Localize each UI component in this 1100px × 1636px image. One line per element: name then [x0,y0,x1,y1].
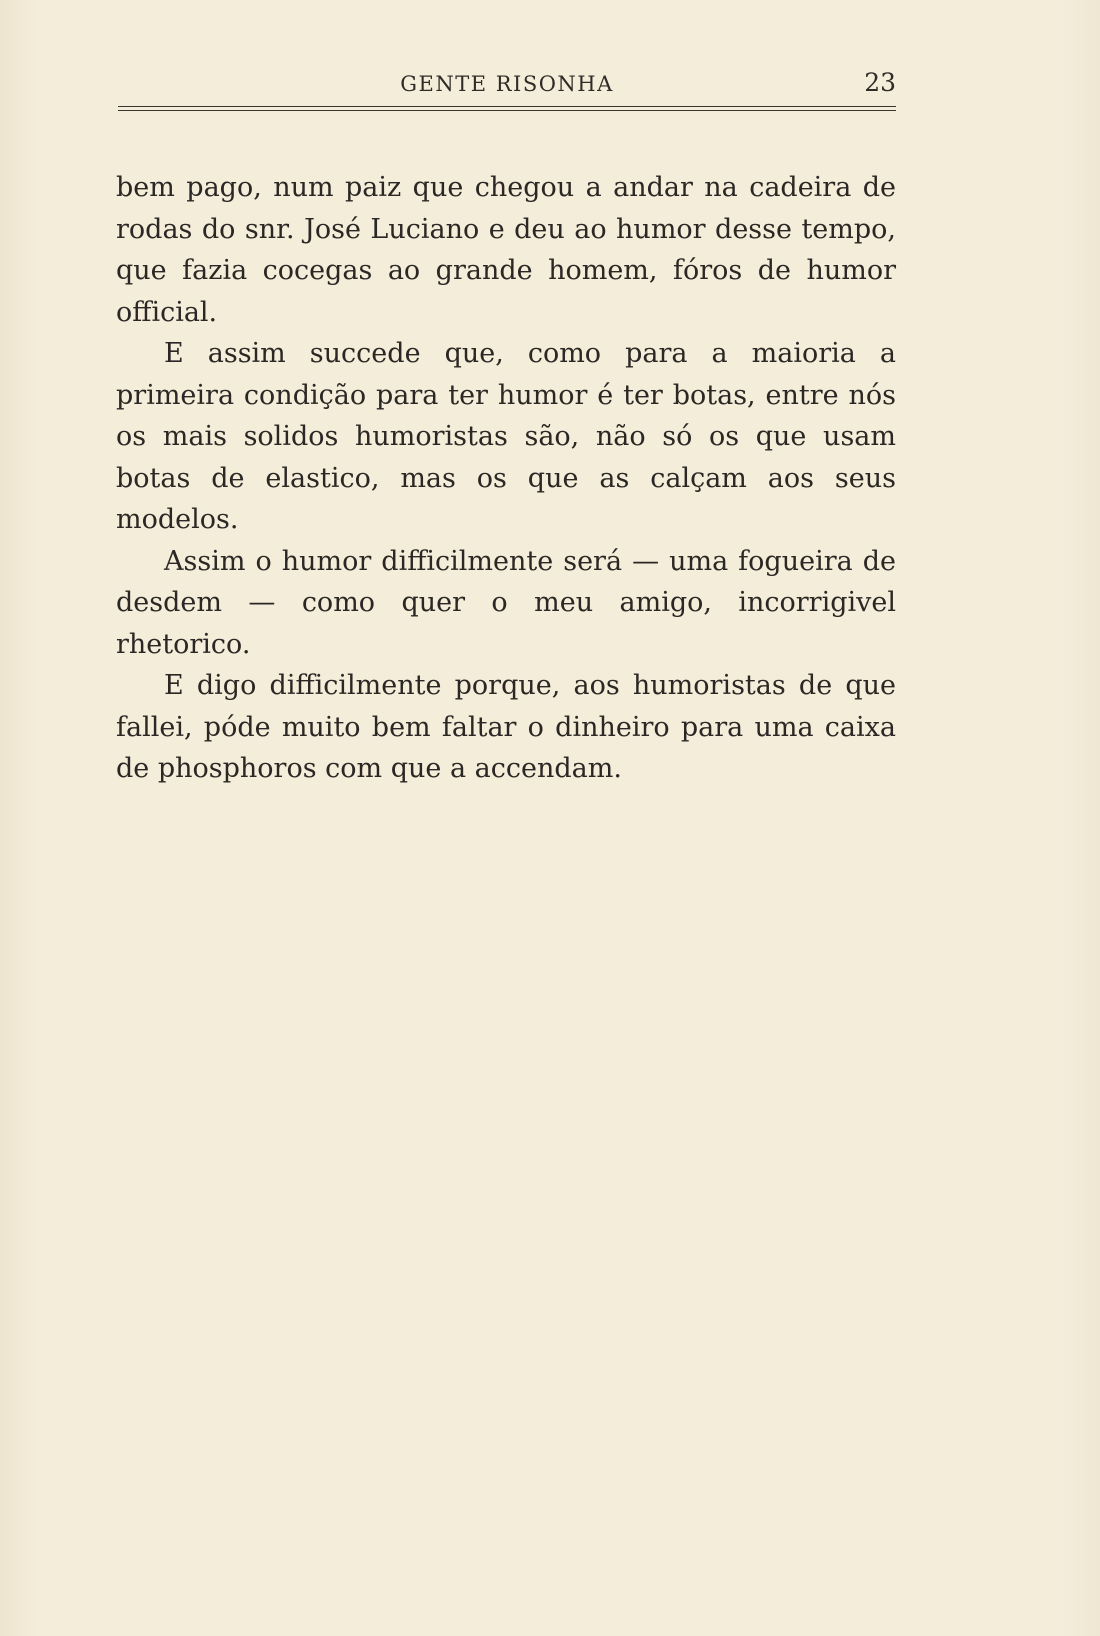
paragraph-3: Assim o humor difficilmente será — uma fogueira de desdem — como quer o meu amigo, incorrigivel rhetorico. [116,545,896,660]
body-text [116,167,896,790]
running-title: GENTE RISONHA [400,72,614,96]
header-double-rule [118,106,896,111]
page-number: 23 [864,68,896,97]
page-header [118,64,896,104]
paragraph-4: E digo difficilmente porque, aos humoristas de que fallei, póde muito bem faltar o dinheiro para uma caixa de phosphoros com que a accendam. [116,670,896,784]
paragraph-2: E assim succede que, como para a maioria a primeira condição para ter humor é ter botas, entre nós os mais solidos humoristas são, não só os que usam botas de elastico, mas os que as calçam aos seus modelos. [116,338,896,535]
paragraph-1: bem pago, num paiz que chegou a andar na cadeira de rodas do snr. José Luciano e deu ao humor desse tempo, que fazia cocegas ao grande homem, fóros de humor official. [116,172,896,328]
